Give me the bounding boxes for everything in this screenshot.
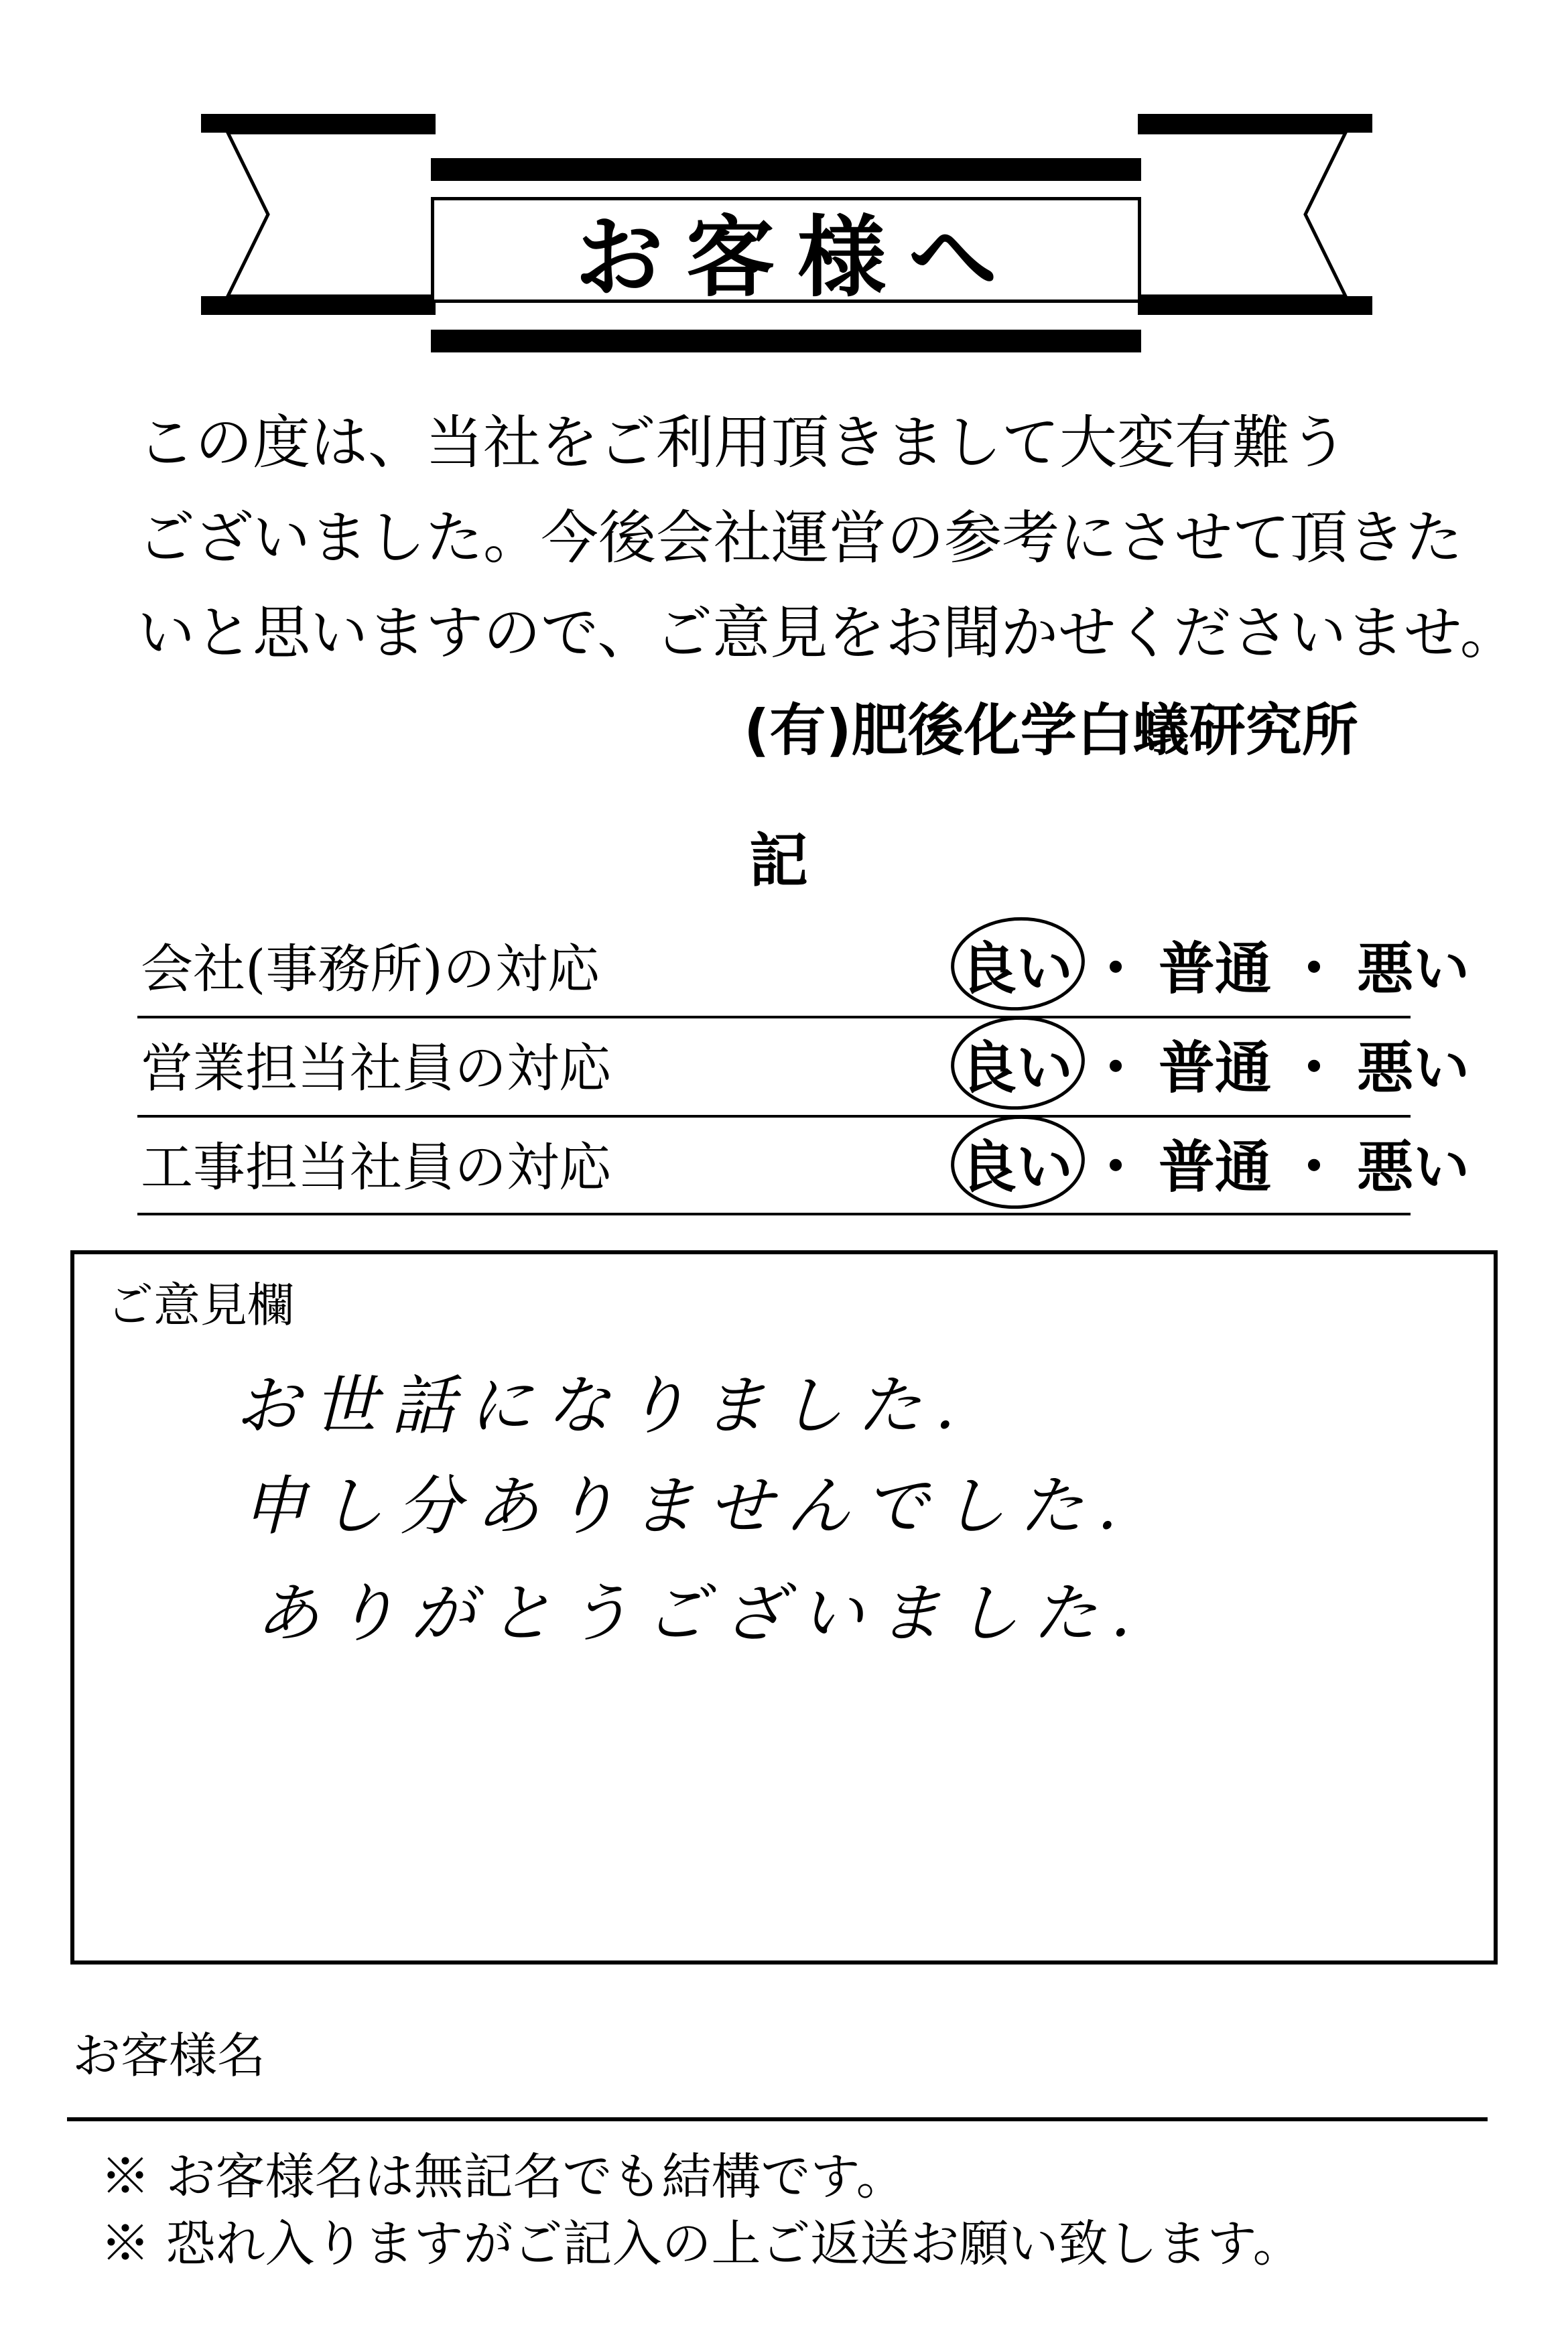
rating-options	[960, 1122, 1469, 1203]
rating-label: 営業担当社員の対応	[141, 1039, 612, 1099]
separator: ・	[1088, 1134, 1145, 1200]
opinion-label: ご意見欄	[107, 1278, 294, 1333]
rating-row	[137, 1116, 1470, 1215]
note: ※ 恐れ入りますがご記入の上ご返送お願い致します。	[101, 2215, 1303, 2273]
ribbon-right	[1118, 114, 1372, 322]
customer-name-line[interactable]	[67, 2117, 1488, 2121]
rating-row	[137, 1017, 1470, 1116]
page-title: お客様へ	[575, 206, 1020, 310]
separator: ・	[1286, 935, 1343, 1002]
option-bad[interactable]: 悪い	[1357, 935, 1470, 1002]
option-good-selected[interactable]: 良い	[960, 924, 1073, 1005]
title-bar-top	[431, 158, 1141, 181]
handwritten-line: 申し分ありませんでした.	[242, 1469, 1131, 1544]
note: ※ お客様名は無記名でも結構です。	[101, 2148, 906, 2206]
separator: ・	[1286, 1035, 1343, 1101]
intro-line: ございました。今後会社運営の参考にさせて頂きた	[137, 505, 1463, 572]
company-name: (有)肥後化学白蟻研究所	[744, 697, 1358, 763]
separator: ・	[1286, 1134, 1343, 1200]
title-bar-bottom	[431, 330, 1141, 352]
intro-line: いと思いますので、ご意見をお聞かせくださいませ。	[137, 600, 1518, 667]
ki-heading: 記	[749, 826, 809, 895]
separator: ・	[1088, 1035, 1145, 1101]
option-good-selected[interactable]: 良い	[960, 1023, 1073, 1104]
rating-label: 会社(事務所)の対応	[141, 939, 600, 1000]
intro-paragraph	[137, 395, 1518, 681]
handwritten-line: ありがとうございました.	[255, 1576, 1145, 1651]
opinion-box[interactable]	[70, 1250, 1498, 1965]
rating-options	[960, 1023, 1469, 1104]
rating-options	[960, 924, 1469, 1005]
separator: ・	[1088, 935, 1145, 1002]
option-bad[interactable]: 悪い	[1357, 1134, 1470, 1200]
rating-row	[137, 918, 1470, 1017]
handwritten-line: お世話になりました.	[235, 1368, 969, 1443]
option-normal[interactable]: 普通	[1159, 1134, 1272, 1200]
option-normal[interactable]: 普通	[1159, 1035, 1272, 1101]
intro-line: この度は、当社をご利用頂きまして大変有難う	[137, 409, 1348, 476]
option-normal[interactable]: 普通	[1159, 935, 1272, 1002]
ribbon-left	[201, 114, 456, 322]
option-good-selected[interactable]: 良い	[960, 1122, 1073, 1203]
rating-label: 工事担当社員の対応	[141, 1138, 612, 1198]
option-bad[interactable]: 悪い	[1357, 1035, 1470, 1101]
divider	[137, 1213, 1411, 1215]
title-box	[431, 197, 1141, 310]
customer-name-label: お客様名	[72, 2027, 266, 2084]
